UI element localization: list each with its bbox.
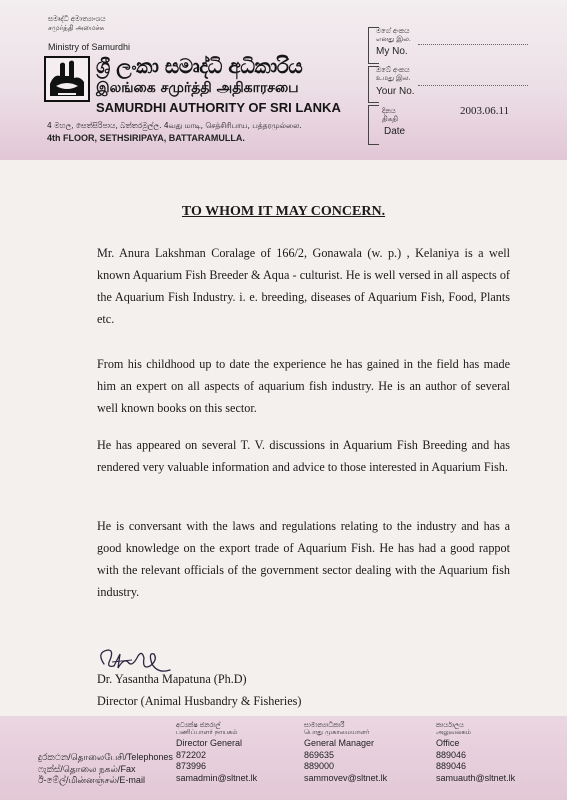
ministry-name: Ministry of Samurdhi xyxy=(48,42,131,52)
your-no-native-2: உமது இல. xyxy=(376,75,411,82)
office-fax: 889046 xyxy=(436,761,467,771)
org-name-english: SAMURDHI AUTHORITY OF SRI LANKA xyxy=(96,100,341,115)
telephones-label: දුරකථන/தொலைபேசி/Telephones xyxy=(38,752,173,762)
email-label: ඊ-මේල්/மின்னஞ்சல்/E-mail xyxy=(38,775,145,785)
office-native-1: කාර්යාලය xyxy=(436,721,464,729)
dg-native-1: අධ්‍යක්ෂ ජනරාල් xyxy=(176,721,221,729)
footer-labels xyxy=(38,752,173,787)
my-no-native-1: මගේ අංකය xyxy=(376,28,410,35)
letter-heading: TO WHOM IT MAY CONCERN. xyxy=(181,204,386,219)
gm-native-1: සාමාන්‍යාධිකාරී xyxy=(304,721,345,729)
footer-director-general xyxy=(176,722,257,784)
gm-email: sammovev@sltnet.lk xyxy=(304,772,388,783)
date-native-1: දිනය xyxy=(382,108,396,115)
ministry-native-line-1: සමෘද්ධි අමාත්‍යාංශය xyxy=(48,16,106,23)
date-value: 2003.06.11 xyxy=(460,105,510,117)
gm-native-2: பொது முகாமையாளர் xyxy=(304,728,370,736)
my-no-line xyxy=(418,44,528,45)
footer-office xyxy=(436,722,515,784)
office-telephone: 889046 xyxy=(436,749,467,760)
gm-fax: 889000 xyxy=(304,761,335,771)
dg-title: Director General xyxy=(176,738,243,748)
ministry-native-line-2: சமுர்த்தி அமைச்சு xyxy=(48,25,105,32)
org-name-tamil: இலங்கை சமுர்த்தி அதிகாரசபை xyxy=(96,80,299,96)
your-no-native-1: ඔබේ අංකය xyxy=(376,67,410,74)
dg-telephone: 872202 xyxy=(176,749,207,760)
fax-label: ෆැක්ස්/தொலை நகல்/Fax xyxy=(38,763,136,774)
signatory-name: Dr. Yasantha Mapatuna (Ph.D) xyxy=(97,672,247,686)
paragraph-1: Mr. Anura Lakshman Coralage of 166/2, Gonawala (w. p.) , Kelaniya is a well known Aquarium Fish Breeder & Aqua - culturist. He is well versed in all aspects of the Aquarium Fish Industry. i. e. breeding, diseases of Aquarium Fish, Food, Plants etc. xyxy=(97,246,510,326)
ref-bracket xyxy=(368,105,379,145)
dg-native-2: பணிப்பாளர் நாயகம் xyxy=(176,728,238,736)
date-native-2: திகதி xyxy=(382,116,398,123)
your-no-label: Your No. xyxy=(376,86,415,97)
paragraph-3: He has appeared on several T. V. discussions in Aquarium Fish Breeding and has rendered very valuable information and advice to those interested in Aquarium Fish. xyxy=(97,438,510,474)
office-email: samuauth@sltnet.lk xyxy=(436,772,516,783)
signatory-title: Director (Animal Husbandry & Fisheries) xyxy=(97,694,302,708)
org-name-sinhala: ශ්‍රී ලංකා සමෘද්ධි අධිකාරිය xyxy=(96,54,303,78)
dg-fax: 873996 xyxy=(176,761,207,771)
gm-telephone: 869635 xyxy=(304,749,335,760)
office-native-2: அலுவலகம் xyxy=(436,728,471,736)
paragraph-2: From his childhood up to date the experience he has gained in the field has made him an expert on all aspects of aquarium fish industry. He is an author of several well known books on this sector. xyxy=(97,357,510,415)
my-no-native-2: எனது இல. xyxy=(376,36,411,43)
date-label: Date xyxy=(384,126,406,137)
paragraph-4: He is conversant with the laws and regulations relating to the industry and has a good knowledge on the export trade of Aquarium Fish. He has had a good rappot with the relevant officials of the government sector dealing with the Aquarium fish industry. xyxy=(97,519,510,599)
footer-general-manager xyxy=(304,722,387,784)
samurdhi-logo-icon xyxy=(44,56,90,102)
dg-email: samadmin@sltnet.lk xyxy=(176,772,258,783)
your-no-line xyxy=(418,85,528,86)
address-native: 4 මහල, සෙත්සිරිපාය, බත්තරමුල්ල. 4வது மாடி, செத்சிரிபாய, பத்தரமுல்லை. xyxy=(47,121,302,130)
office-title: Office xyxy=(436,738,460,748)
gm-title: General Manager xyxy=(304,738,375,748)
my-no-label: My No. xyxy=(376,46,408,57)
address-english: 4th FLOOR, SETHSIRIPAYA, BATTARAMULLA. xyxy=(47,133,245,143)
